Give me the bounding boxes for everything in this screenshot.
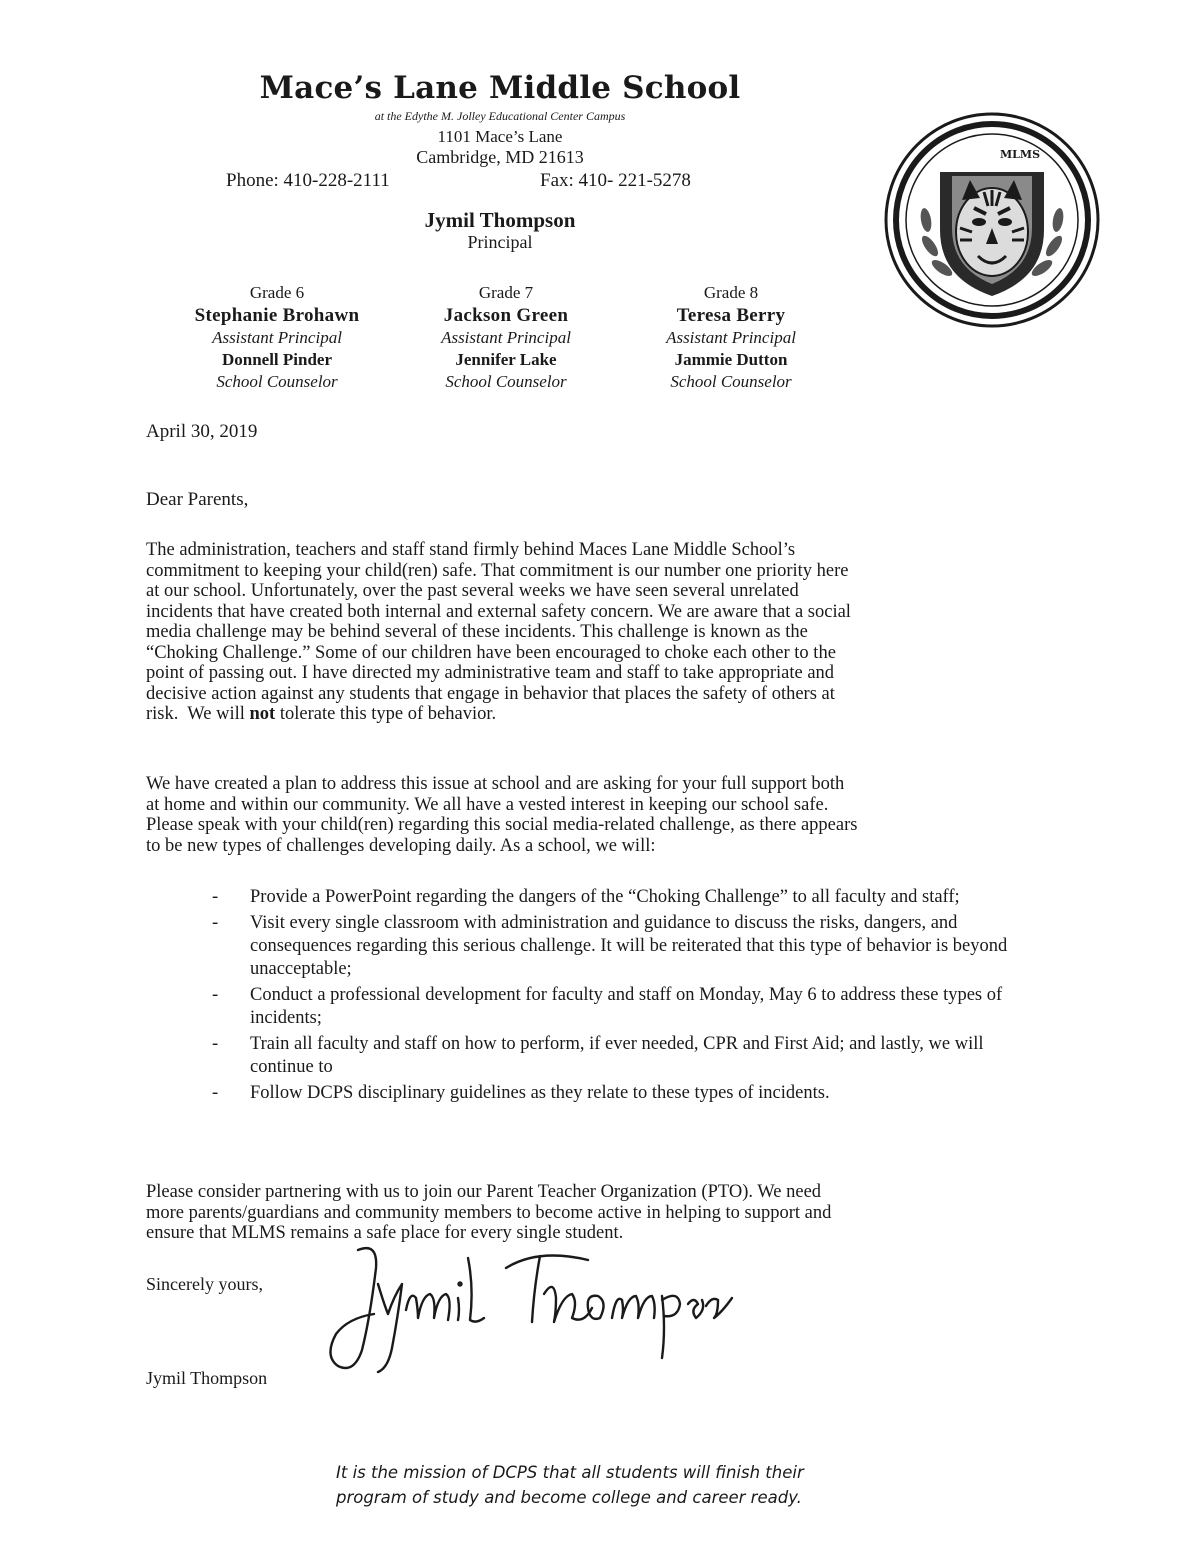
- emphasis-not: not: [249, 704, 276, 724]
- list-item: [212, 912, 1032, 981]
- tiger-icon: [956, 180, 1028, 276]
- staff-column-grade-6: [162, 282, 392, 393]
- bullet-dash: -: [212, 1034, 219, 1054]
- mission-line: It is the mission of DCPS that all students will finish their: [336, 1463, 804, 1482]
- paragraph-2: [146, 774, 1026, 856]
- staff-column-grade-8: [616, 282, 846, 393]
- assistant-principal-name: Teresa Berry: [676, 305, 786, 326]
- principal-title: Principal: [467, 232, 533, 252]
- paragraph-line: incidents that have created both internal and external safety concern. We are aware that a social: [146, 601, 851, 622]
- paragraph-line: Please speak with your child(ren) regarding this social media-related challenge, as there appears: [146, 815, 858, 835]
- line-text: risk. We will: [146, 704, 250, 724]
- handwritten-signature: [318, 1238, 738, 1378]
- list-item: [212, 1082, 1032, 1105]
- salutation: Dear Parents,: [146, 489, 249, 510]
- counselor-title: School Counselor: [445, 372, 567, 391]
- letter-date: April 30, 2019: [146, 421, 258, 442]
- assistant-principal-title: Assistant Principal: [212, 328, 342, 347]
- school-seal-logo: [882, 110, 1102, 330]
- paragraph-line: decisive action against any students that engage in behavior that places the safety of others at: [146, 683, 835, 704]
- principal-name: Jymil Thompson: [424, 208, 576, 232]
- list-item: [212, 886, 1032, 909]
- paragraph-line: point of passing out. I have directed my administrative team and staff to take appropriate and: [146, 663, 835, 683]
- counselor-name: Jammie Dutton: [674, 350, 788, 369]
- counselor-name: Donnell Pinder: [221, 350, 333, 369]
- address-city: Cambridge, MD 21613: [416, 147, 584, 167]
- mission-line: program of study and become college and career ready.: [336, 1488, 802, 1507]
- assistant-principal-name: Jackson Green: [443, 305, 569, 326]
- counselor-title: School Counselor: [216, 372, 338, 391]
- list-item-text: Train all faculty and staff on how to perform, if ever needed, CPR and First Aid; and lastly, we will continue to: [250, 1034, 984, 1077]
- line-text: tolerate this type of behavior.: [275, 704, 497, 724]
- grade-label: Grade 8: [703, 283, 759, 302]
- phone-number: Phone: 410-228-2111: [226, 170, 390, 191]
- paragraph-line: at home and within our community. We all have a vested interest in keeping our school safe.: [146, 794, 829, 815]
- assistant-principal-name: Stephanie Brohawn: [194, 305, 360, 326]
- bullet-dash: -: [212, 887, 219, 907]
- list-item-text: Conduct a professional development for faculty and staff on Monday, May 6 to address these types of incidents;: [250, 985, 1003, 1028]
- paragraph-line: media challenge may be behind several of these incidents. This challenge is known as the: [146, 622, 808, 642]
- list-item: [212, 984, 1032, 1030]
- signer-name: Jymil Thompson: [146, 1368, 268, 1388]
- address-street: 1101 Mace’s Lane: [437, 127, 563, 146]
- mission-statement: [336, 1460, 896, 1510]
- paragraph-line: to be new types of challenges developing daily. As a school, we will:: [146, 835, 656, 856]
- list-item-text: Follow DCPS disciplinary guidelines as they relate to these types of incidents.: [250, 1083, 830, 1103]
- bullet-dash: -: [212, 913, 219, 933]
- list-item-text: Provide a PowerPoint regarding the dangers of the “Choking Challenge” to all faculty and staff;: [250, 887, 960, 907]
- fax-number: Fax: 410- 221-5278: [540, 170, 691, 191]
- school-name: Mace’s Lane Middle School: [259, 70, 741, 106]
- list-item: [212, 1033, 1032, 1079]
- paragraph-line: Please consider partnering with us to join our Parent Teacher Organization (PTO). We need: [146, 1182, 822, 1202]
- counselor-name: Jennifer Lake: [455, 350, 557, 369]
- bullet-dash: -: [212, 1083, 219, 1103]
- bullet-dash: -: [212, 985, 219, 1005]
- paragraph-1: [146, 540, 1026, 725]
- paragraph-line: at our school. Unfortunately, over the past several weeks we have seen several unrelated: [146, 581, 799, 601]
- action-list: [212, 886, 1032, 1108]
- paragraph-line: We have created a plan to address this issue at school and are asking for your full support both: [146, 774, 845, 794]
- counselor-title: School Counselor: [670, 372, 792, 391]
- assistant-principal-title: Assistant Principal: [666, 328, 796, 347]
- paragraph-line: [146, 704, 1026, 725]
- list-item-text: Visit every single classroom with administration and guidance to discuss the risks, dangers, and consequences regarding this serious challenge. It will be reiterated that this type of behavior is beyond unacceptable;: [250, 913, 1008, 979]
- seal-text: MLMS: [1000, 148, 1041, 161]
- assistant-principal-title: Assistant Principal: [441, 328, 571, 347]
- paragraph-line: more parents/guardians and community members to become active in helping to support and: [146, 1202, 832, 1223]
- paragraph-3: [146, 1182, 1026, 1244]
- paragraph-line: commitment to keeping your child(ren) safe. That commitment is our number one priority here: [146, 560, 849, 581]
- staff-column-grade-7: [391, 282, 621, 393]
- campus-line: at the Edythe M. Jolley Educational Center Campus: [374, 109, 626, 123]
- paragraph-line: ensure that MLMS remains a safe place for every single student.: [146, 1223, 624, 1243]
- grade-label: Grade 6: [249, 283, 305, 302]
- grade-label: Grade 7: [478, 283, 534, 302]
- closing: Sincerely yours,: [146, 1274, 263, 1294]
- paragraph-line: “Choking Challenge.” Some of our children have been encouraged to choke each other to the: [146, 642, 836, 663]
- paragraph-line: The administration, teachers and staff stand firmly behind Maces Lane Middle School’s: [146, 540, 796, 560]
